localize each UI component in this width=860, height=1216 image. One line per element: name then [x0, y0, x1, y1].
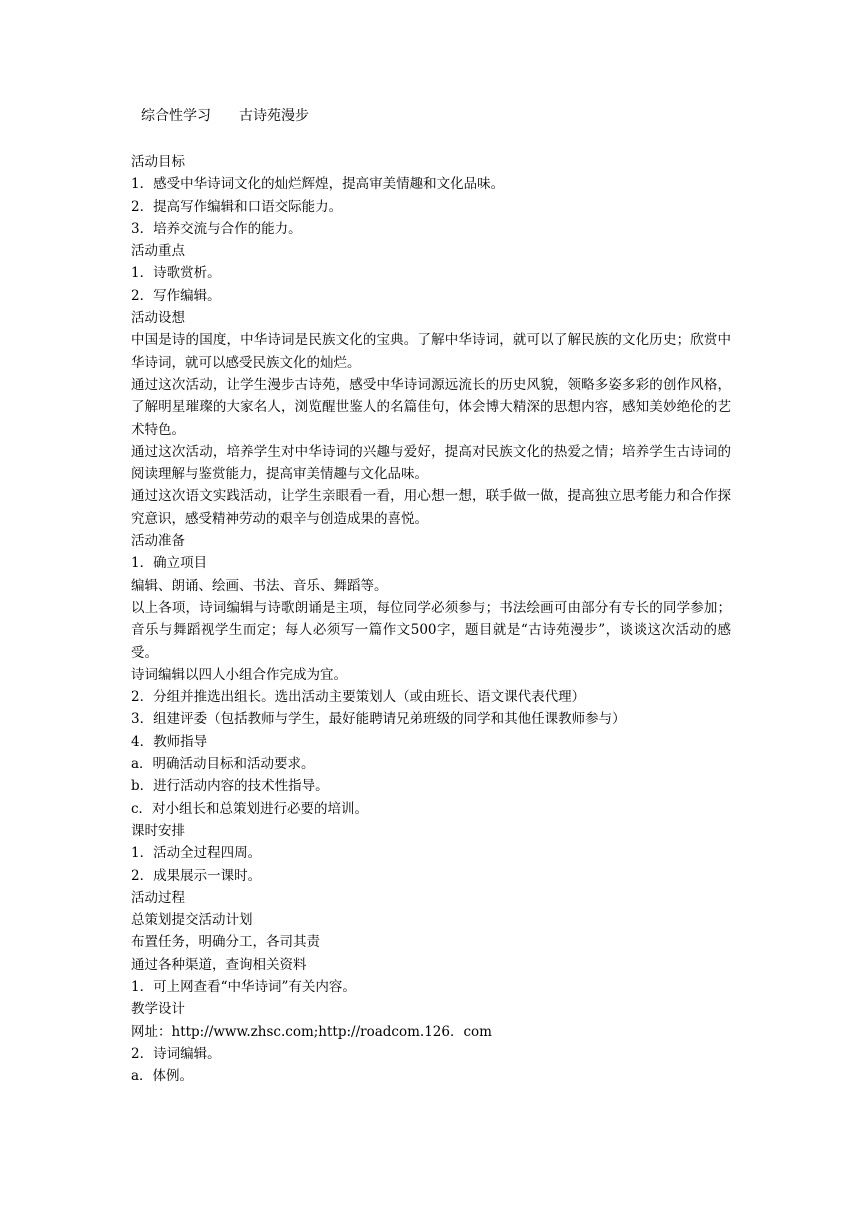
- paragraph: 网址：http://www.zhsc.com;http://roadcom.126．com: [131, 1023, 492, 1040]
- paragraph: 1．活动全过程四周。: [131, 845, 262, 862]
- paragraph: 诗词编辑以四人小组合作完成为宜。: [131, 666, 347, 683]
- paragraph: 通过这次活动，培养学生对中华诗词的兴趣与爱好，提高对民族文化的热爱之情；培养学生古诗词的阅读理解与鉴赏能力，提高审美情趣与文化品味。: [131, 443, 731, 483]
- paragraph: 2．写作编辑。: [131, 287, 221, 304]
- paragraph: 中国是诗的国度，中华诗词是民族文化的宝典。了解中华诗词，就可以了解民族的文化历史；欣赏中华诗词，就可以感受民族文化的灿烂。: [131, 332, 731, 371]
- paragraph: 活动准备: [131, 533, 185, 550]
- paragraph: 编辑、朗诵、绘画、书法、音乐、舞蹈等。: [131, 577, 388, 594]
- paragraph: 1．感受中华诗词文化的灿烂辉煌，提高审美情趣和文化品味。: [131, 176, 505, 193]
- paragraph: 活动重点: [131, 243, 185, 260]
- paragraph: c．对小组长和总策划进行必要的培训。: [131, 800, 369, 817]
- paragraph: 2．提高写作编辑和口语交际能力。: [131, 198, 343, 215]
- document-title: 综合性学习 古诗苑漫步: [141, 108, 309, 124]
- paragraph: a．体例。: [131, 1068, 194, 1085]
- paragraph: 3．培养交流与合作的能力。: [131, 220, 302, 237]
- paragraph: 教学设计: [131, 1001, 185, 1018]
- paragraph: 课时安排: [131, 822, 185, 839]
- paragraph: 3．组建评委（包括教师与学生，最好能聘请兄弟班级的同学和其他任课教师参与）: [131, 711, 626, 728]
- paragraph: 通过这次语文实践活动，让学生亲眼看一看，用心想一想，联手做一做，提高独立思考能力和合作探究意识，感受精神劳动的艰辛与创造成果的喜悦。: [131, 488, 731, 527]
- paragraph: 2．诗词编辑。: [131, 1045, 221, 1062]
- paragraph: 通过各种渠道，查询相关资料: [131, 956, 307, 973]
- paragraph: b．进行活动内容的技术性指导。: [131, 778, 329, 795]
- paragraph: 1．可上网查看“中华诗词”有关内容。: [131, 978, 356, 995]
- paragraph: 4．教师指导: [131, 733, 208, 750]
- paragraph: 活动目标: [131, 154, 185, 170]
- paragraph: 布置任务，明确分工，各司其责: [131, 934, 320, 951]
- paragraph: 活动设想: [131, 310, 185, 327]
- document-body: [131, 151, 731, 1087]
- paragraph: 活动过程: [131, 889, 185, 906]
- paragraph: 2．成果展示一课时。: [131, 867, 262, 884]
- paragraph: 1．确立项目: [131, 555, 208, 572]
- paragraph: 通过这次活动，让学生漫步古诗苑，感受中华诗词源远流长的历史风貌，领略多姿多彩的创作风格，了解明星璀璨的大家名人，浏览醒世鉴人的名篇佳句，体会博大精深的思想内容，感知美妙绝伦的艺术特色。: [131, 376, 731, 438]
- paragraph: 1．诗歌赏析。: [131, 265, 221, 282]
- paragraph: 2．分组并推选出组长。选出活动主要策划人（或由班长、语文课代表代理）: [131, 689, 586, 706]
- document-page: [131, 105, 731, 1087]
- paragraph: 以上各项，诗词编辑与诗歌朗诵是主项，每位同学必须参与；书法绘画可由部分有专长的同学参加；音乐与舞蹈视学生而定；每人必须写一篇作文500字，题目就是“古诗苑漫步”，谈谈这次活动的感受。: [131, 599, 731, 661]
- paragraph: a．明确活动目标和活动要求。: [131, 756, 315, 773]
- paragraph: 总策划提交活动计划: [131, 912, 253, 929]
